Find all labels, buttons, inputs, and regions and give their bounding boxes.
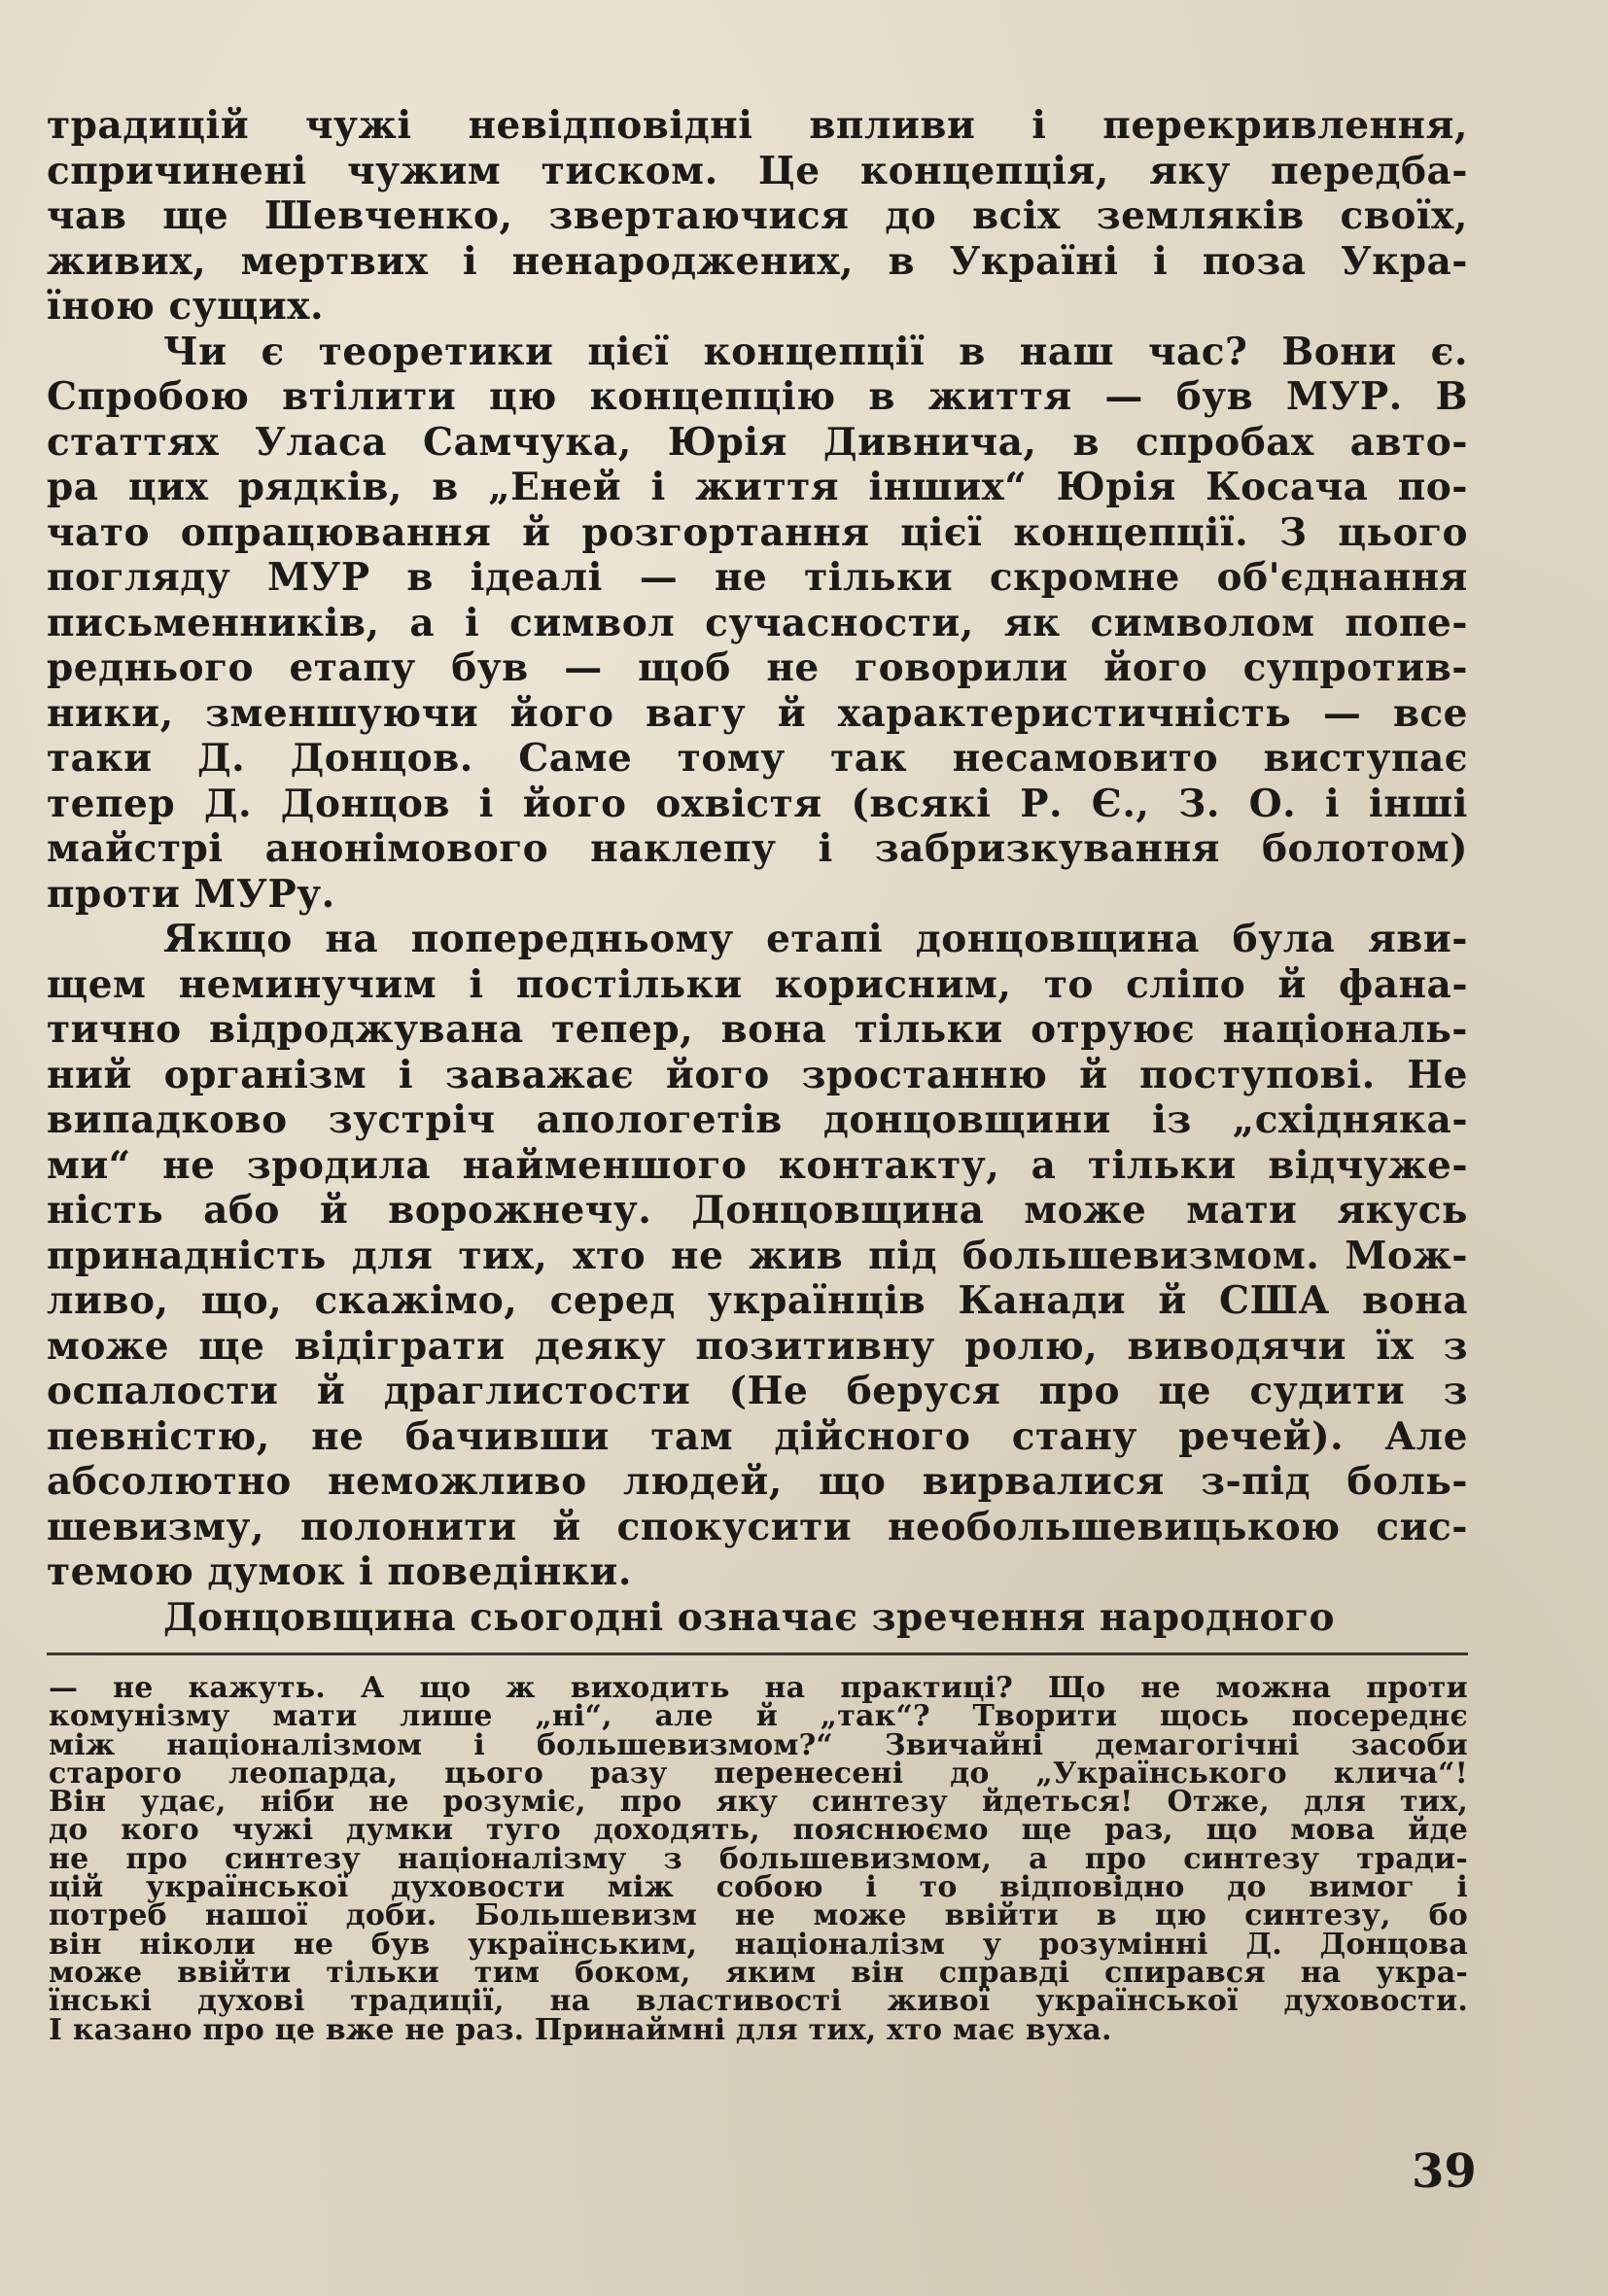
text-line: реднього етапу був — щоб не говорили його супротив- bbox=[47, 645, 1468, 690]
footnote-line: — не кажуть. А що ж виходить на практиці? Що не можна проти bbox=[49, 1671, 1468, 1705]
text-line: певністю, не бачивши там дійсного стану речей). Але bbox=[47, 1413, 1468, 1459]
footnote-line: Він удає, ніби не розуміє, про яку синтезу йдеться! Отже, для тих, bbox=[49, 1785, 1468, 1820]
text-line: їною сущих. bbox=[47, 284, 325, 329]
text-line: ники, зменшуючи його вагу й характеристичність — все bbox=[47, 690, 1468, 736]
text-line: може ще відіграти деяку позитивну ролю, виводячи їх з bbox=[47, 1323, 1468, 1369]
footnote-line: комунізму мати лише „ні“, але й „так“? Творити щось посереднє bbox=[49, 1699, 1468, 1734]
text-line: абсолютно неможливо людей, що вирвалися з-під боль- bbox=[47, 1459, 1468, 1504]
text-line: випадково зустріч апологетів донцовщини із „східняка- bbox=[47, 1097, 1468, 1142]
text-line: оспалости й драглистости (Не беруся про це судити з bbox=[47, 1369, 1468, 1413]
text-line: погляду МУР в ідеалі — не тільки скромне об'єднання bbox=[47, 555, 1468, 600]
footnote-line: потреб нашої доби. Большевизм не може ввійти в цю синтезу, бо bbox=[49, 1898, 1468, 1933]
text-line: чато опрацювання й розгортання цієї концепції. З цього bbox=[47, 509, 1468, 555]
text-line: проти МУРу. bbox=[47, 871, 335, 917]
text-line: майстрі анонімового наклепу і забризкування болотом) bbox=[47, 826, 1468, 871]
footnote-divider bbox=[47, 1652, 1468, 1655]
text-line: традицій чужі невідповідні впливи і перекривлення, bbox=[47, 103, 1468, 148]
text-line: Спробою втілити цю концепцію в життя — був МУР. В bbox=[47, 374, 1468, 419]
text-line: Якщо на попередньому етапі донцовщина була яви- bbox=[163, 917, 1468, 961]
text-line: щем неминучим і постільки корисним, то сліпо й фана- bbox=[47, 961, 1468, 1007]
text-line: таки Д. Донцов. Саме тому так несамовито виступає bbox=[47, 736, 1468, 781]
text-line: живих, мертвих і ненароджених, в Україні і поза Укра- bbox=[47, 238, 1468, 284]
page-number: 39 bbox=[1412, 2144, 1477, 2199]
text-line: ра цих рядків, в „Еней і життя інших“ Юрія Косача по- bbox=[47, 465, 1468, 509]
footnote-line: старого леопарда, цього разу перенесені до „Українського клича“! bbox=[49, 1756, 1468, 1791]
footnote-line: він ніколи не був українським, націоналізм у розумінні Д. Донцова bbox=[49, 1927, 1468, 1962]
text-line: ний організм і заважає його зростанню й поступові. Не bbox=[47, 1052, 1468, 1097]
footnote-line: може ввійти тільки тим боком, яким він справді спирався на укра- bbox=[49, 1955, 1468, 1990]
text-line: спричинені чужим тиском. Це концепція, яку передба- bbox=[47, 148, 1468, 193]
text-line: ми“ не зродила найменшого контакту, а тільки відчуже- bbox=[47, 1142, 1468, 1188]
text-line: Донцовщина сьогодні означає зречення народного bbox=[163, 1594, 1335, 1640]
text-line: ливо, що, скажімо, серед українців Канади й США вона bbox=[47, 1278, 1468, 1323]
footnote-line: їнські духові традиції, на властивості живої української духовости. bbox=[49, 1984, 1468, 2019]
footnote-line: цій української духовости між собою і то відповідно до вимог і bbox=[49, 1870, 1468, 1905]
footnote bbox=[49, 1671, 1468, 2047]
text-line: Чи є теоретики цієї концепції в наш час? Вони є. bbox=[163, 329, 1468, 374]
footnote-line: до кого чужі думки туго доходять, пояснюємо ще раз, що мова йде bbox=[49, 1813, 1468, 1848]
footnote-line: між націоналізмом і большевизмом?“ Звичайні демагогічні засоби bbox=[49, 1727, 1468, 1762]
main-text bbox=[47, 103, 1468, 1640]
text-line: шевизму, полонити й спокусити необольшевицькою сис- bbox=[47, 1504, 1468, 1549]
text-line: принадність для тих, хто не жив під большевизмом. Мож- bbox=[47, 1233, 1468, 1278]
text-line: ність або й ворожнечу. Донцовщина може мати якусь bbox=[47, 1188, 1468, 1233]
footnote-line: не про синтезу націоналізму з большевизмом, а про синтезу тради- bbox=[49, 1841, 1468, 1876]
text-line: чав ще Шевченко, звертаючися до всіх земляків своїх, bbox=[47, 193, 1468, 238]
text-line: статтях Уласа Самчука, Юрія Дивнича, в спробах авто- bbox=[47, 419, 1468, 465]
text-line: тепер Д. Донцов і його охвістя (всякі Р. Є., З. О. і інші bbox=[47, 781, 1468, 826]
text-line: письменників, а і символ сучасности, як символом попе- bbox=[47, 600, 1468, 645]
footnote-line: І казано про це вже не раз. Принаймні для тих, хто має вуха. bbox=[49, 2012, 1112, 2047]
text-line: темою думок і поведінки. bbox=[47, 1549, 632, 1594]
text-line: тично відроджувана тепер, вона тільки отруює національ- bbox=[47, 1007, 1468, 1052]
